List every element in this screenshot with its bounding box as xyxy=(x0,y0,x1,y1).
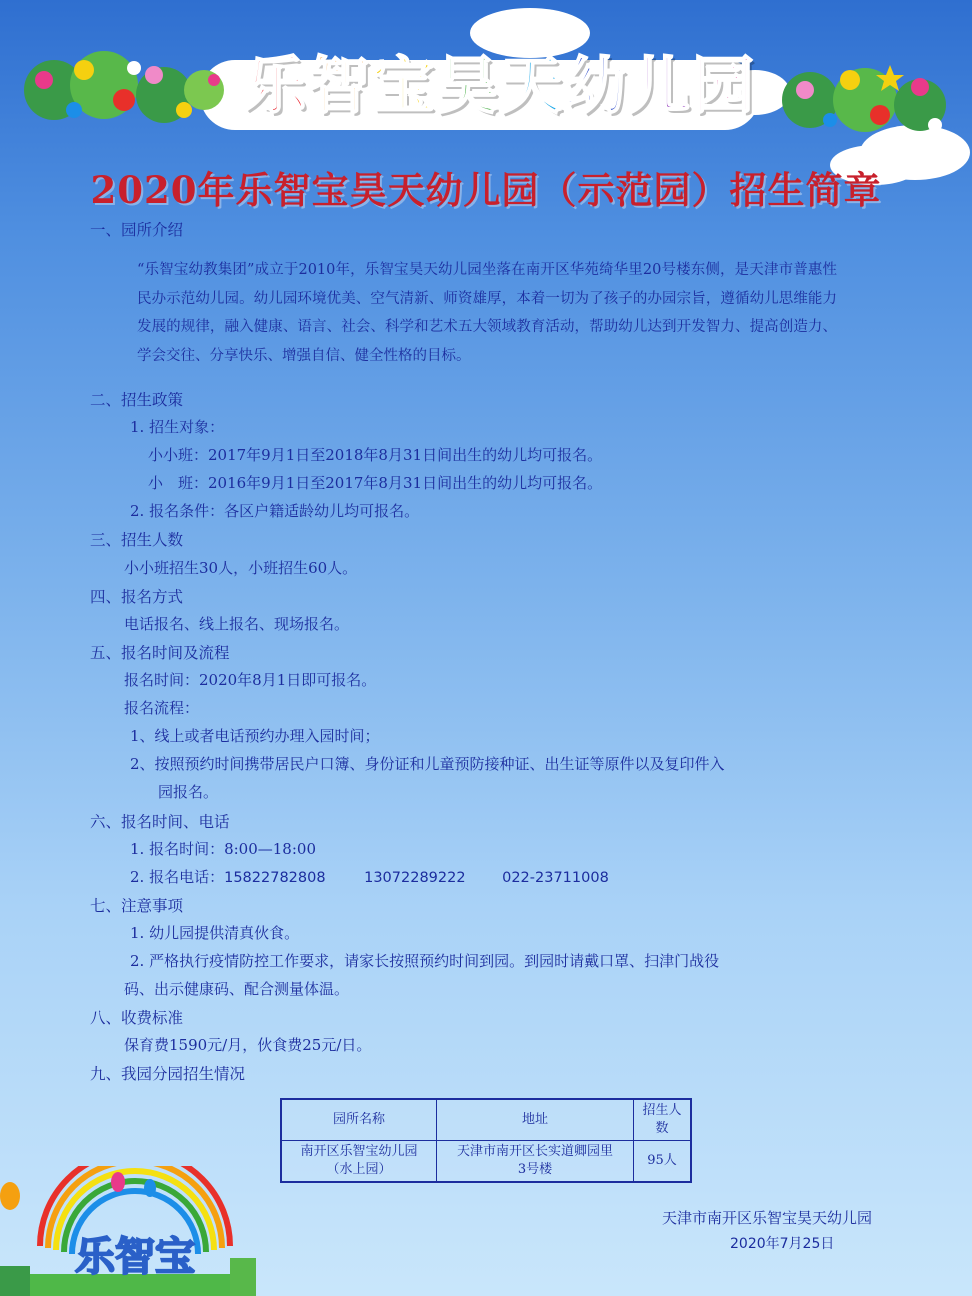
flow-step-continued: 园报名。 xyxy=(158,783,219,801)
section-heading: 七、注意事项 xyxy=(90,897,184,915)
flower-cluster-left-icon xyxy=(14,40,234,135)
logo-char: 乐 xyxy=(243,48,308,122)
logo-char: 智 xyxy=(307,48,372,122)
table-header-cell: 园所名称 xyxy=(281,1099,437,1141)
section-heading: 二、招生政策 xyxy=(90,391,184,409)
notice-item: 2. 严格执行疫情防控工作要求，请家长按照预约时间到园。到园时请戴口罩、扫津门战役 xyxy=(130,952,720,970)
section-text: 电话报名、线上报名、现场报名。 xyxy=(124,615,350,633)
phone-line xyxy=(130,866,609,887)
branch-name-sub: （水上园） xyxy=(326,1162,392,1177)
notice-item-continued: 码、出示健康码、配合测量体温。 xyxy=(124,980,350,998)
kindergarten-logo-title xyxy=(240,40,760,120)
branch-address-cell xyxy=(437,1141,634,1183)
phone-number[interactable]: 15822782808 xyxy=(224,870,326,886)
footer-logo-text: 乐智宝 xyxy=(75,1234,195,1280)
branch-address-sub: 3号楼 xyxy=(517,1162,553,1177)
phone-label: 2. 报名电话： xyxy=(130,868,225,886)
logo-char: 园 xyxy=(692,48,757,122)
balloon-icon xyxy=(144,1179,156,1197)
phone-number[interactable]: 022-23711008 xyxy=(502,870,609,886)
section-heading: 三、招生人数 xyxy=(90,531,184,549)
signature-date: 2020年7月25日 xyxy=(730,1236,835,1252)
logo-char: 昊 xyxy=(435,48,500,122)
table-row xyxy=(281,1141,691,1183)
fee-text: 保育费1590元/月，伙食费25元/日。 xyxy=(124,1036,372,1054)
policy-class: 小小班：2017年9月1日至2018年8月31日间出生的幼儿均可报名。 xyxy=(148,446,603,464)
branch-count-cell: 95人 xyxy=(634,1141,692,1183)
section-heading: 四、报名方式 xyxy=(90,588,184,606)
branch-name-cell xyxy=(281,1141,437,1183)
phone-number[interactable]: 13072289222 xyxy=(364,870,466,886)
table-header-cell: 地址 xyxy=(437,1099,634,1141)
branch-enrollment-table xyxy=(280,1098,692,1183)
logo-char: 儿 xyxy=(628,48,693,122)
footer-logo-illustration xyxy=(0,1166,270,1296)
table-header-cell: 招生人数 xyxy=(634,1099,692,1141)
balloon-icon xyxy=(111,1172,125,1192)
section-heading: 五、报名时间及流程 xyxy=(90,644,230,662)
section-text: 小小班招生30人，小班招生60人。 xyxy=(124,559,358,577)
branch-address: 天津市南开区长实道卿园里 xyxy=(456,1144,613,1159)
policy-item: 2. 报名条件：各区户籍适龄幼儿均可报名。 xyxy=(130,502,420,520)
logo-char: 天 xyxy=(500,48,565,122)
policy-item: 1. 招生对象： xyxy=(130,418,225,436)
section-heading: 六、报名时间、电话 xyxy=(90,813,230,831)
page-title: 2020年乐智宝昊天幼儿园（示范园）招生简章 xyxy=(90,168,882,212)
logo-char: 宝 xyxy=(371,48,436,122)
notice-item: 1. 幼儿园提供清真伙食。 xyxy=(130,924,300,942)
section-heading: 九、我园分园招生情况 xyxy=(90,1065,246,1083)
section-heading: 一、园所介绍 xyxy=(90,221,184,239)
building-icon xyxy=(230,1258,256,1296)
flower-cluster-right-icon xyxy=(770,55,960,150)
building-icon xyxy=(0,1266,30,1296)
flow-step: 1、线上或者电话预约办理入园时间； xyxy=(130,727,380,745)
registration-time: 报名时间：2020年8月1日即可报名。 xyxy=(124,671,377,689)
intro-paragraph: “乐智宝幼教集团”成立于2010年，乐智宝昊天幼儿园坐落在南开区华苑绮华里20号楼东侧，是天津市普惠性民办示范幼儿园。幼儿园环境优美、空气清新、师资雄厚，本着一切为了孩子的办园宗旨，遵循幼儿思维能力发展的规律，融入健康、语言、社会、科学和艺术五大领域教育活动，帮助幼儿达到开发智力、提高创造力、学会交往、分享快乐、增强自信、健全性格的目标。 xyxy=(137,262,837,364)
branch-name: 南开区乐智宝幼儿园 xyxy=(300,1144,418,1159)
flow-step: 2、按照预约时间携带居民户口簿、身份证和儿童预防接种证、出生证等原件以及复印件入 xyxy=(130,755,725,773)
logo-char: 幼 xyxy=(564,48,629,122)
policy-class: 小 班：2016年9月1日至2017年8月31日间出生的幼儿均可报名。 xyxy=(148,474,603,492)
registration-flow-label: 报名流程： xyxy=(124,699,200,717)
table-header-row xyxy=(281,1099,691,1141)
office-hours: 1. 报名时间：8:00—18:00 xyxy=(130,840,316,858)
section-heading: 八、收费标准 xyxy=(90,1009,184,1027)
signature-org: 天津市南开区乐智宝昊天幼儿园 xyxy=(662,1209,873,1227)
balloon-icon xyxy=(0,1182,20,1210)
